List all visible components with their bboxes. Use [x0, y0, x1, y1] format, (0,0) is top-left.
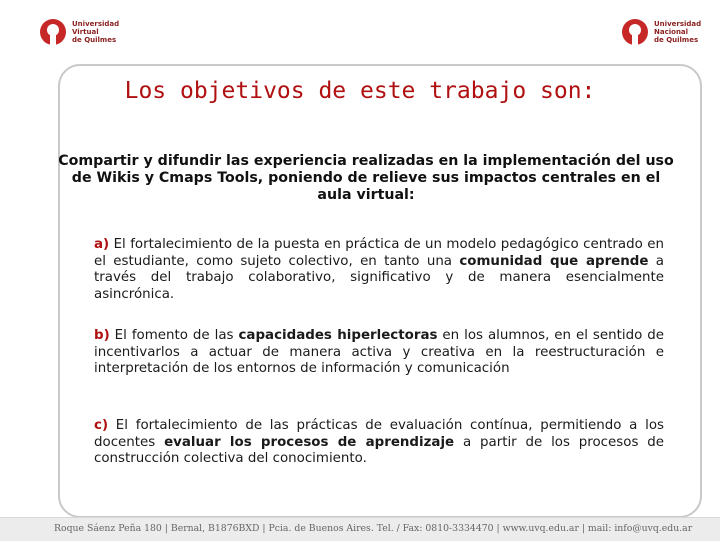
unq-logo-icon [620, 16, 650, 48]
logo-line: Universidad [72, 20, 120, 28]
item-emphasis: comunidad que aprende [459, 253, 649, 269]
logo-universidad-virtual-quilmes [38, 16, 119, 48]
item-text: El fomento de las [109, 328, 239, 343]
item-text: a partir de los procesos de construcción colectiva del conocimiento. [94, 434, 664, 466]
item-marker: c) [94, 418, 109, 433]
intro-paragraph: Compartir y difundir las experiencia realizadas en la implementación del uso de Wikis y Cmaps Tools, poniendo de relieve sus impactos centrales en el aula virtual: [58, 153, 674, 203]
logo-line: de Quilmes [72, 36, 117, 44]
logo-text-left [72, 20, 119, 44]
objective-item-b [94, 328, 664, 378]
item-emphasis: evaluar los procesos de aprendizaje [164, 434, 455, 450]
footer-contact-text: Roque Sáenz Peña 180 | Bernal, B1876BXD | Pcia. de Buenos Aires. Tel. / Fax: 0810-3334470 | www.uvq.edu.ar | mail: info@uvq.edu.ar [54, 523, 693, 534]
item-emphasis: capacidades hiperlectoras [238, 328, 438, 343]
logo-text-right [654, 20, 701, 44]
logo-line: Nacional [654, 28, 689, 36]
slide-title: Los objetivos de este trabajo son: [124, 78, 596, 104]
item-text: en los alumnos, en el sentido de incentivarlos a actuar de manera activa y creativa en la reestructuración e interpretación de los entornos de información y comunicación [94, 328, 664, 376]
item-marker: a) [94, 237, 110, 252]
item-text: a través del trabajo colaborativo, significativo y de manera esencialmente asincrónica. [94, 253, 664, 302]
logo-line: de Quilmes [654, 36, 699, 44]
logo-line: Universidad [654, 20, 702, 28]
item-text: El fortalecimiento de las prácticas de evaluación contínua, permitiendo a los docentes [94, 418, 664, 450]
objective-item-a [94, 237, 664, 303]
item-text: El fortalecimiento de la puesta en práctica de un modelo pedagógico centrado en el estudiante, como sujeto colectivo, en tanto una [94, 237, 664, 269]
logo-line: Virtual [72, 28, 99, 36]
item-marker: b) [94, 328, 110, 343]
uvq-logo-icon [38, 16, 68, 48]
objective-item-c [94, 418, 664, 468]
logo-universidad-nacional-quilmes [620, 16, 701, 48]
